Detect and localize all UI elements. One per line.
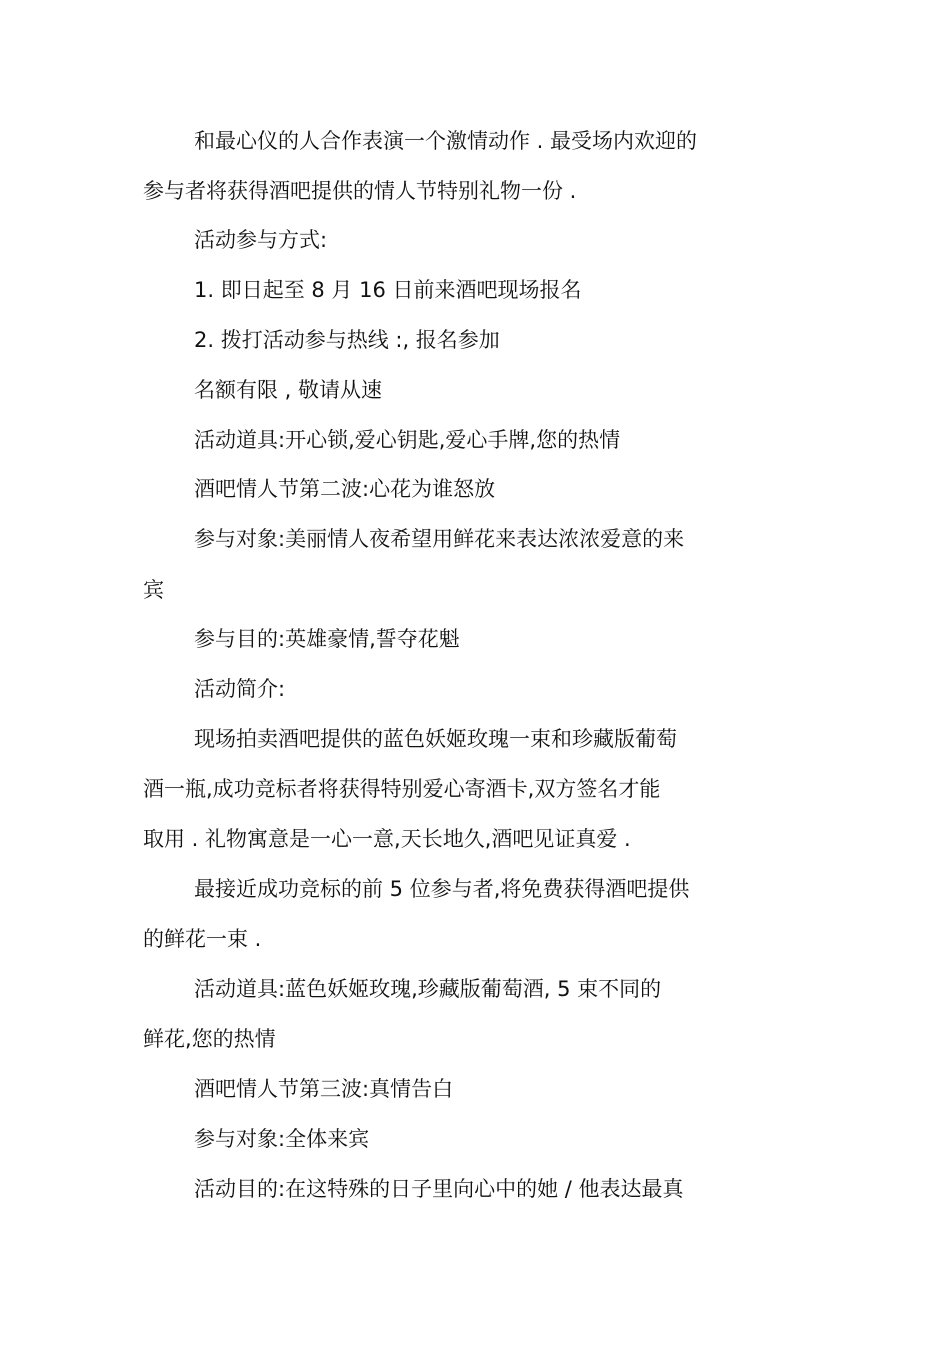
text-line: 参与目的:英雄豪情,誓夺花魁 <box>194 627 460 651</box>
text-line: 参与对象:美丽情人夜希望用鲜花来表达浓浓爱意的来 <box>194 527 685 551</box>
text-line: 1. 即日起至 8 月 16 日前来酒吧现场报名 <box>194 278 582 302</box>
text-line: 名额有限 , 敬请从速 <box>194 378 383 402</box>
text-line: 鲜花,您的热情 <box>143 1027 276 1051</box>
text-line: 酒吧情人节第二波:心花为谁怒放 <box>194 477 496 501</box>
text-line: 的鲜花一束 . <box>143 927 262 951</box>
text-line: 参与者将获得酒吧提供的情人节特别礼物一份 . <box>143 179 577 203</box>
text-line: 活动目的:在这特殊的日子里向心中的她 / 他表达最真 <box>194 1177 684 1201</box>
text-line: 酒一瓶,成功竞标者将获得特别爱心寄酒卡,双方签名才能 <box>143 777 661 801</box>
text-line: 活动简介: <box>194 677 286 701</box>
text-line: 和最心仪的人合作表演一个激情动作 . 最受场内欢迎的 <box>194 129 698 153</box>
text-line: 酒吧情人节第三波:真情告白 <box>194 1077 454 1101</box>
text-line: 参与对象:全体来宾 <box>194 1127 370 1151</box>
text-line: 活动道具:蓝色妖姬玫瑰,珍藏版葡萄酒, 5 束不同的 <box>194 977 662 1001</box>
text-line: 最接近成功竞标的前 5 位参与者,将免费获得酒吧提供 <box>194 877 690 901</box>
text-line: 现场拍卖酒吧提供的蓝色妖姬玫瑰一束和珍藏版葡萄 <box>194 727 677 751</box>
text-line: 活动参与方式: <box>194 228 328 252</box>
text-line: 活动道具:开心锁,爱心钥匙,爱心手牌,您的热情 <box>194 428 621 452</box>
text-line: 宾 <box>143 578 164 602</box>
text-line: 取用 . 礼物寓意是一心一意,天长地久,酒吧见证真爱 . <box>143 827 631 851</box>
text-line: 2. 拨打活动参与热线 :, 报名参加 <box>194 328 500 352</box>
